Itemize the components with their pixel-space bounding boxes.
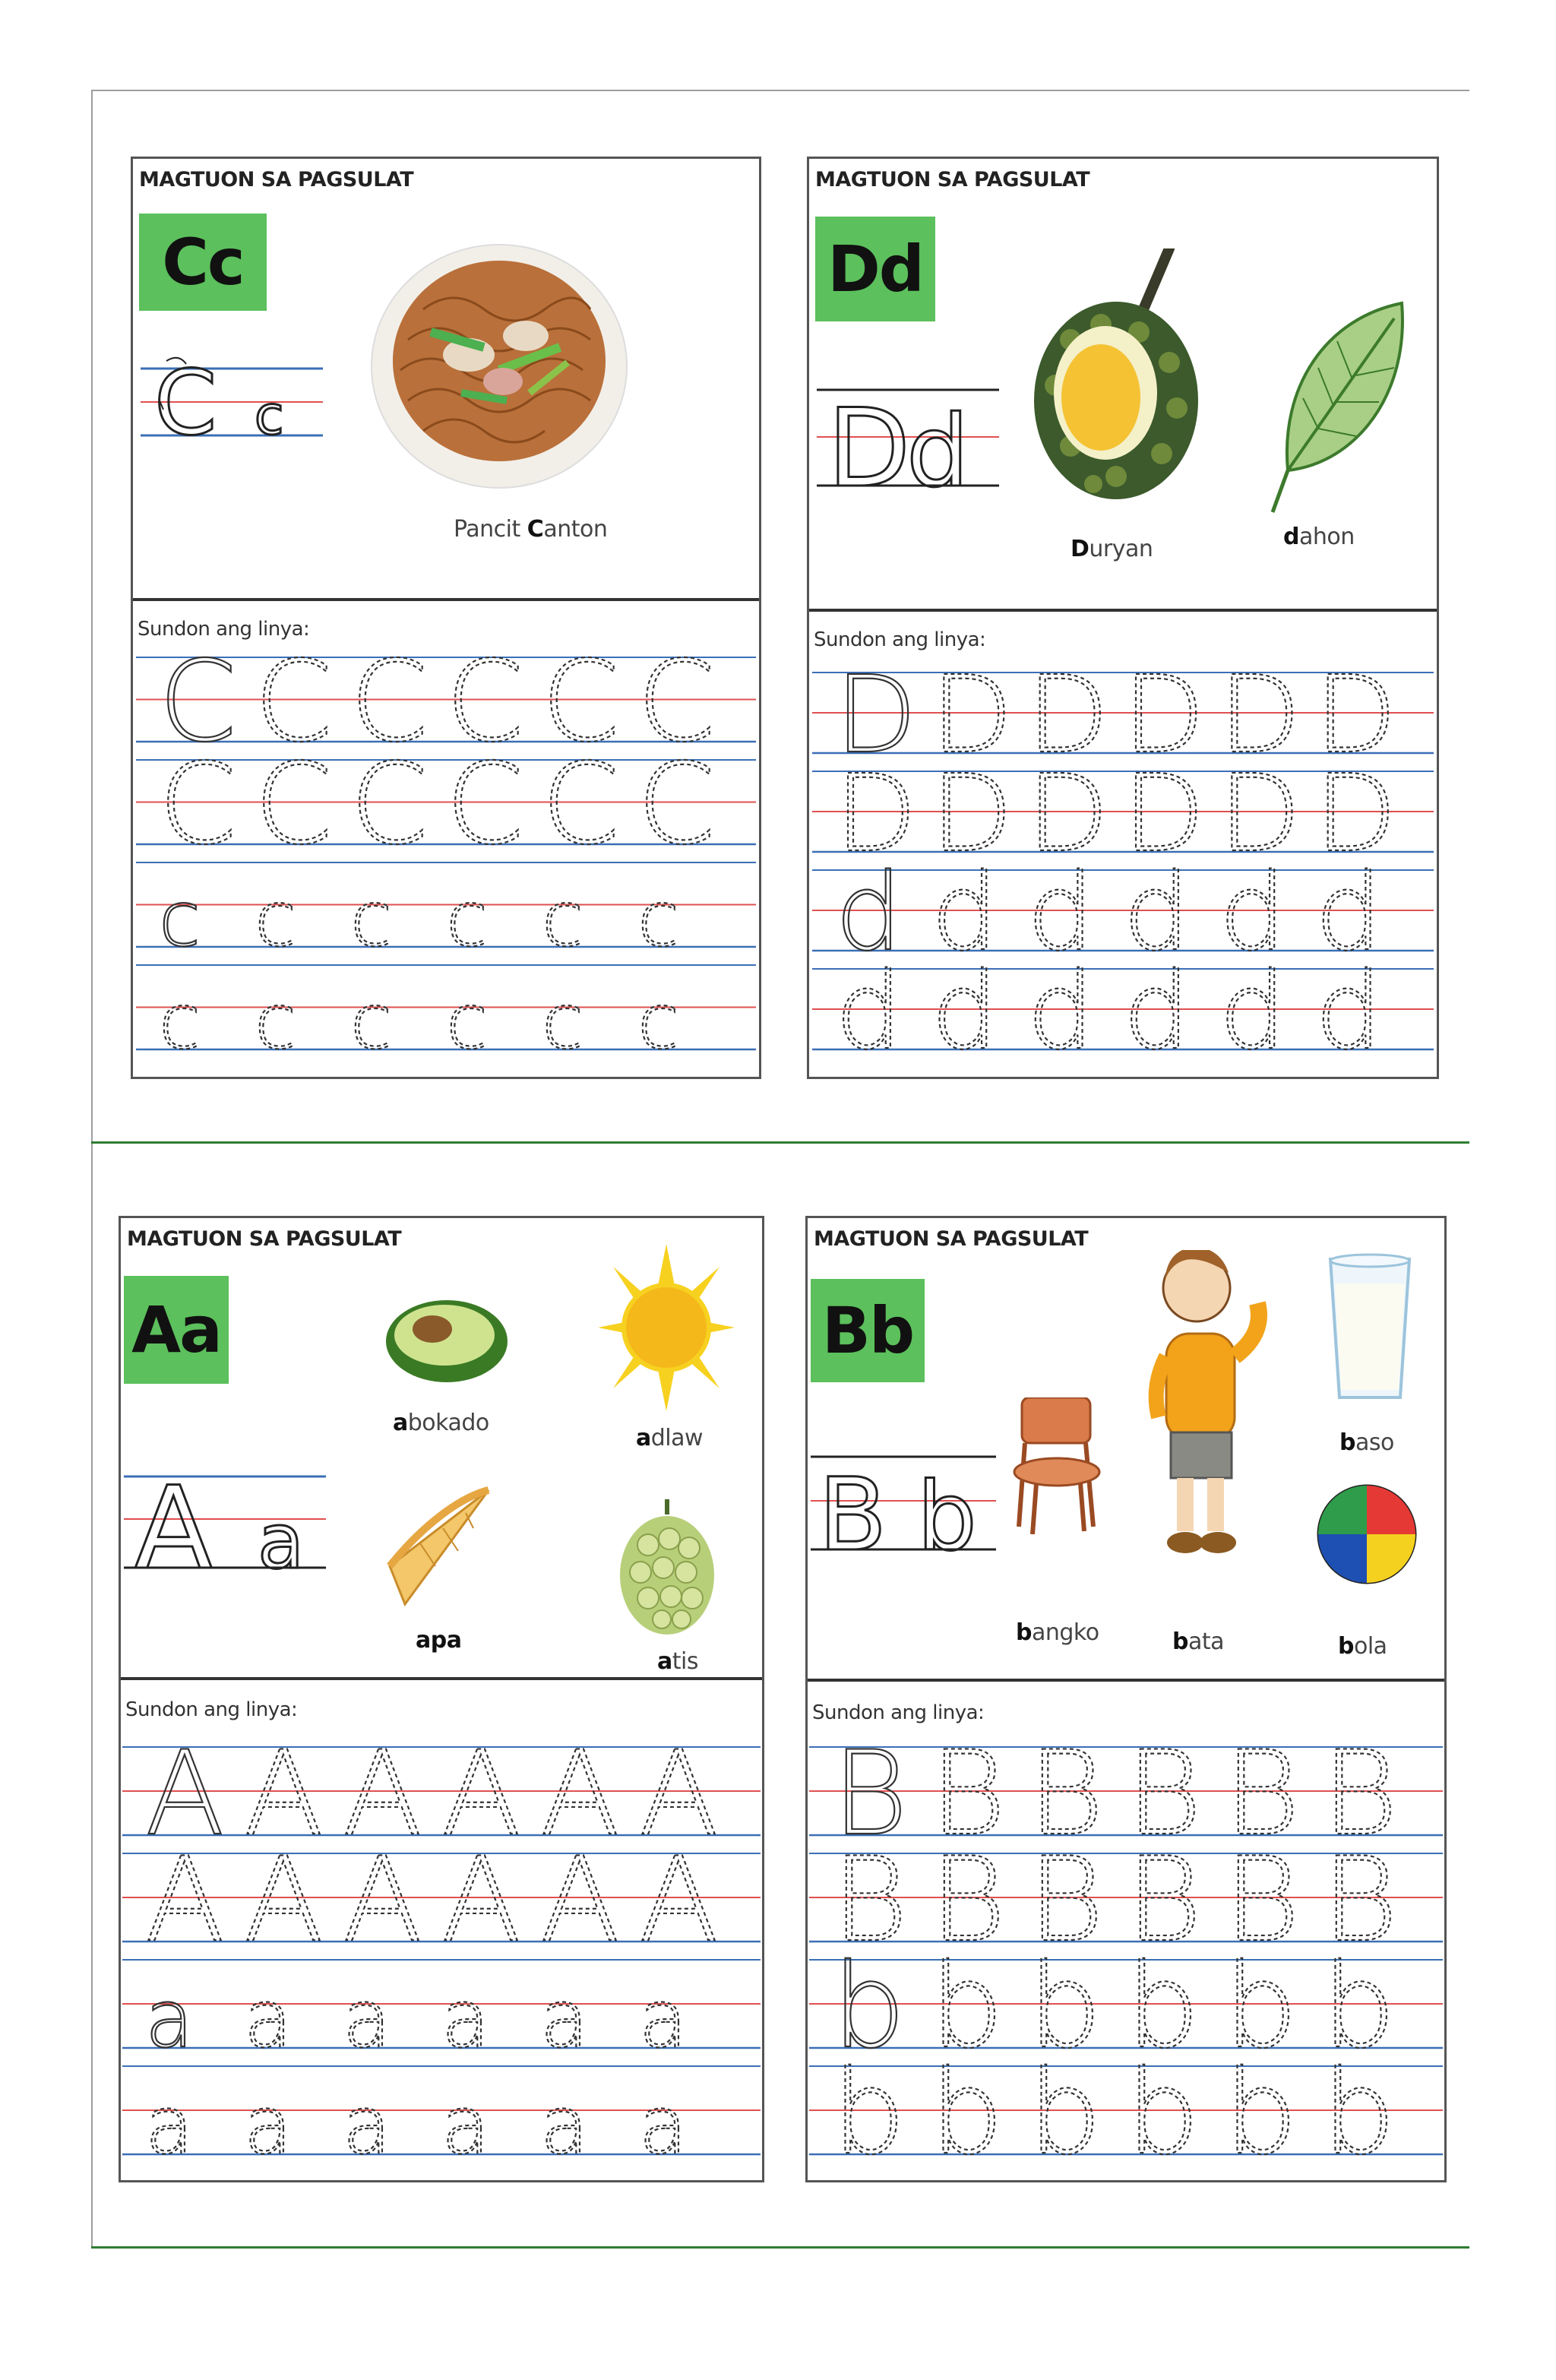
trace-letter: a	[244, 1973, 293, 2065]
word-bola: bola	[1338, 1633, 1387, 1660]
trace-letter: c	[637, 977, 679, 1063]
trace-letter: B	[832, 1833, 909, 1968]
letter-stroke-guide	[817, 379, 999, 501]
leaf-image	[1265, 296, 1417, 516]
letter-badge: Bb	[811, 1279, 925, 1382]
section-divider	[121, 1677, 762, 1680]
trace-letter: D	[1026, 752, 1109, 876]
trace-letter: c	[350, 977, 392, 1063]
svg-text:D: D	[827, 386, 911, 501]
svg-text:C: C	[154, 350, 217, 455]
trace-letter: C	[637, 739, 716, 869]
trace-letter: D	[1314, 752, 1397, 876]
trace-letter: c	[446, 977, 488, 1063]
trace-letter: d	[1314, 851, 1383, 975]
worksheet-card-b	[805, 1216, 1447, 2182]
trace-letter: B	[1224, 1833, 1301, 1968]
trace-letter: a	[145, 2079, 194, 2168]
trace-letter: d	[1026, 950, 1095, 1063]
chair-image	[1007, 1397, 1105, 1534]
section-divider	[133, 598, 759, 601]
trace-letter: b	[1126, 1939, 1200, 2075]
model-letter: B	[832, 1742, 909, 1862]
trace-letter: B	[1322, 1833, 1399, 1968]
trace-letter: C	[637, 653, 716, 767]
trace-instruction: Sundon ang linya:	[125, 1698, 298, 1721]
trace-letter: a	[540, 1973, 589, 2065]
word-adlaw: adlaw	[636, 1425, 704, 1451]
tracing-area	[122, 1742, 761, 2168]
trace-letter: A	[441, 1833, 521, 1968]
svg-text:b: b	[917, 1463, 977, 1560]
word-apa: apa	[416, 1627, 462, 1654]
worksheet-title: MAGTUON SA PAGSULAT	[127, 1227, 402, 1251]
word-bata: bata	[1172, 1628, 1225, 1655]
boy-image	[1143, 1250, 1273, 1569]
trace-letter: A	[343, 1833, 422, 1968]
trace-letter: A	[441, 1742, 521, 1862]
tracing-area	[809, 1742, 1443, 2168]
trace-letter: b	[1322, 1939, 1396, 2075]
trace-letter: c	[350, 875, 392, 964]
trace-letter: C	[255, 653, 333, 767]
trace-letter: A	[244, 1833, 324, 1968]
trace-letter: B	[1224, 1742, 1301, 1862]
trace-letter: D	[1123, 752, 1205, 876]
durian-image	[1025, 248, 1207, 522]
trace-letter: C	[350, 653, 429, 767]
trace-letter: b	[1224, 2046, 1298, 2168]
sun-image	[598, 1244, 735, 1411]
trace-letter: b	[832, 2046, 906, 2168]
word-pancit-canton: Pancit Canton	[454, 516, 608, 543]
trace-letter: a	[244, 2079, 293, 2168]
trace-letter: d	[835, 950, 903, 1063]
trace-letter: b	[1322, 2046, 1396, 2168]
trace-letter: C	[350, 739, 429, 869]
worksheet-card-d	[807, 157, 1439, 1079]
trace-letter: A	[343, 1742, 422, 1862]
avocado-image	[382, 1293, 511, 1391]
trace-letter: c	[159, 977, 201, 1063]
word-abokado: abokado	[393, 1410, 489, 1436]
trace-letter: a	[441, 1973, 490, 2065]
tracing-area	[136, 653, 756, 1063]
word-dahon: dahon	[1283, 524, 1355, 550]
word-bangko: bangko	[1016, 1619, 1099, 1646]
trace-letter: D	[1219, 752, 1301, 876]
trace-letter: D	[1026, 668, 1109, 777]
trace-letter: b	[930, 1939, 1004, 2075]
trace-letter: c	[255, 875, 296, 964]
svg-text:c: c	[255, 385, 284, 447]
trace-letter: C	[542, 653, 620, 767]
word-duryan: Duryan	[1071, 536, 1153, 562]
trace-letter: B	[930, 1742, 1007, 1862]
trace-letter: d	[1123, 950, 1191, 1063]
trace-letter: B	[1126, 1833, 1203, 1968]
trace-letter: D	[835, 752, 917, 876]
trace-instruction: Sundon ang linya:	[812, 1701, 985, 1724]
trace-letter: d	[1314, 950, 1383, 1063]
section-divider	[809, 609, 1437, 612]
trace-letter: D	[1123, 668, 1205, 777]
tracing-area	[812, 668, 1434, 1063]
trace-letter: c	[637, 875, 679, 964]
trace-letter: d	[1123, 851, 1191, 975]
trace-letter: D	[931, 752, 1014, 876]
sugar-apple-image	[618, 1499, 716, 1636]
letter-badge: Dd	[815, 217, 935, 321]
trace-letter: a	[639, 2079, 688, 2168]
trace-letter: C	[446, 653, 524, 767]
letter-stroke-guide	[141, 341, 323, 463]
letter-stroke-guide	[811, 1446, 996, 1560]
trace-instruction: Sundon ang linya:	[814, 628, 986, 651]
ball-image	[1314, 1481, 1420, 1587]
trace-letter: a	[343, 2079, 391, 2168]
trace-letter: B	[1028, 1833, 1105, 1968]
trace-letter: c	[446, 875, 488, 964]
model-letter: b	[832, 1939, 906, 2075]
page-frame-bottom	[91, 2246, 1469, 2249]
word-atis: atis	[657, 1648, 698, 1675]
trace-letter: C	[446, 739, 524, 869]
model-letter: a	[145, 1973, 194, 2065]
trace-letter: b	[930, 2046, 1004, 2168]
letter-stroke-guide	[124, 1469, 326, 1583]
trace-letter: c	[542, 977, 584, 1063]
trace-letter: A	[639, 1742, 719, 1862]
trace-letter: A	[145, 1833, 225, 1968]
trace-letter: a	[639, 1973, 688, 2065]
page-frame-left	[91, 90, 93, 2248]
svg-text:A: A	[134, 1469, 213, 1583]
trace-letter: d	[1219, 851, 1287, 975]
trace-letter: d	[1026, 851, 1095, 975]
trace-letter: b	[1028, 2046, 1102, 2168]
trace-letter: b	[1224, 1939, 1298, 2075]
trace-letter: b	[1028, 1939, 1102, 2075]
trace-letter: B	[1126, 1742, 1203, 1862]
trace-letter: a	[343, 1973, 391, 2065]
trace-letter: D	[1314, 668, 1397, 777]
worksheet-title: MAGTUON SA PAGSULAT	[814, 1227, 1089, 1251]
model-letter: C	[159, 653, 237, 767]
trace-letter: A	[540, 1833, 620, 1968]
letter-badge: Cc	[139, 214, 267, 311]
svg-text:B: B	[818, 1457, 887, 1560]
trace-letter: A	[639, 1833, 719, 1968]
trace-letter: A	[244, 1742, 324, 1862]
trace-letter: D	[931, 668, 1014, 777]
svg-text:d: d	[906, 394, 969, 501]
trace-letter: c	[542, 875, 584, 964]
trace-letter: a	[441, 2079, 490, 2168]
worksheet-title: MAGTUON SA PAGSULAT	[139, 168, 414, 191]
ice-cream-cone-image	[375, 1483, 496, 1612]
letter-badge: Aa	[124, 1276, 229, 1384]
model-letter: A	[145, 1742, 225, 1862]
section-divider	[808, 1679, 1444, 1682]
model-letter: c	[159, 875, 201, 964]
word-baso: baso	[1339, 1429, 1394, 1456]
trace-letter: B	[1322, 1742, 1399, 1862]
trace-letter: b	[1126, 2046, 1200, 2168]
trace-letter: d	[931, 851, 999, 975]
trace-letter: d	[1219, 950, 1287, 1063]
trace-letter: C	[542, 739, 620, 869]
pancit-canton-image	[370, 241, 628, 492]
model-letter: d	[835, 851, 903, 975]
trace-letter: a	[540, 2079, 589, 2168]
trace-letter: B	[930, 1833, 1007, 1968]
svg-text:a: a	[258, 1497, 305, 1583]
worksheet-card-a	[119, 1216, 764, 2182]
trace-instruction: Sundon ang linya:	[138, 618, 310, 641]
trace-letter: C	[255, 739, 333, 869]
model-letter: D	[835, 668, 917, 777]
trace-letter: B	[1028, 1742, 1105, 1862]
worksheet-title: MAGTUON SA PAGSULAT	[815, 168, 1090, 191]
trace-letter: D	[1219, 668, 1301, 777]
glass-image	[1324, 1253, 1415, 1405]
page-frame-top	[91, 90, 1469, 91]
trace-letter: c	[255, 977, 296, 1063]
trace-letter: d	[931, 950, 999, 1063]
trace-letter: C	[159, 739, 237, 869]
trace-letter: A	[540, 1742, 620, 1862]
page-frame-middle	[91, 1141, 1469, 1144]
worksheet-card-c	[131, 157, 761, 1079]
